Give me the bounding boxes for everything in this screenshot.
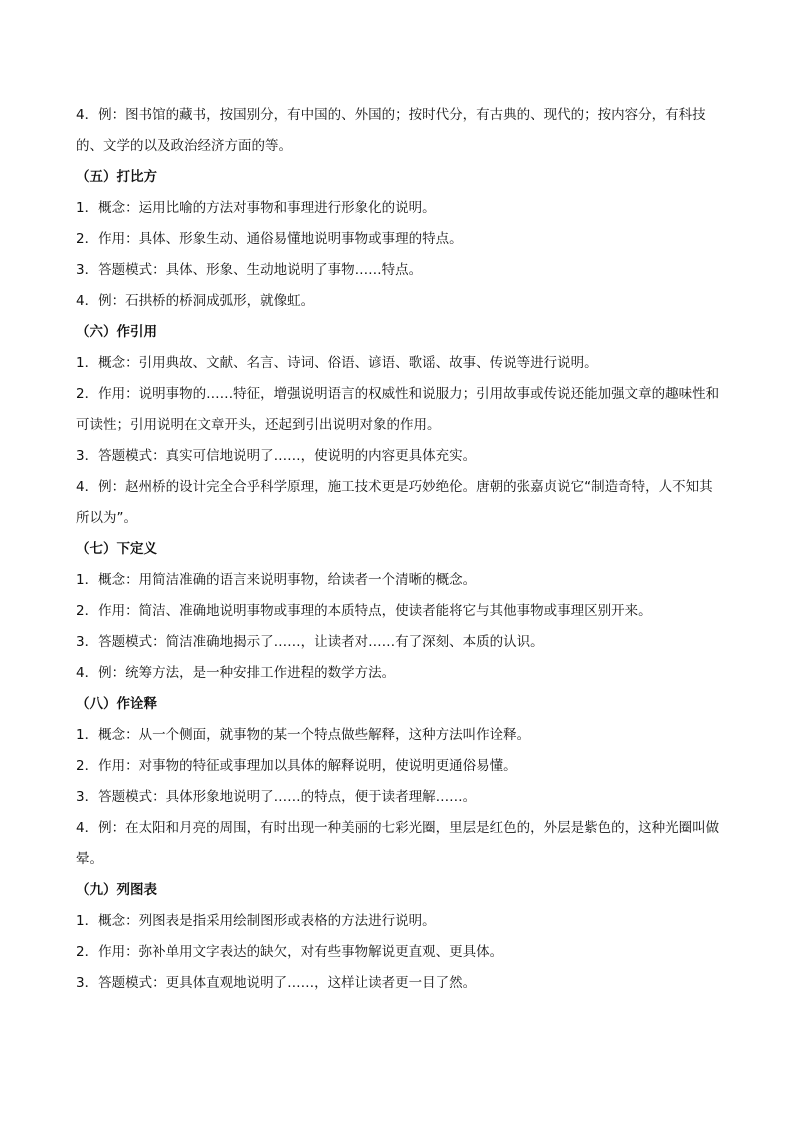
section-heading: （八）作诠释 <box>76 696 157 712</box>
example-item: 4．例：统筹方法，是一种安排工作进程的数学方法。 <box>76 665 396 681</box>
example-item: 4．例：在太阳和月亮的周围，有时出现一种美丽的七彩光圈，里层是红色的，外层是紫色的，这种光圈叫做晕。 <box>76 820 720 867</box>
answer-pattern-item: 3．答题模式：简洁准确地揭示了……，让读者对……有了深刻、本质的认识。 <box>76 634 544 650</box>
section-heading: （五）打比方 <box>76 169 157 185</box>
answer-pattern-item: 3．答题模式：具体形象地说明了……的特点，便于读者理解……。 <box>76 789 477 805</box>
section-heading: （九）列图表 <box>76 882 157 898</box>
section-heading: （七）下定义 <box>76 541 157 557</box>
concept-item: 1．概念：用简洁准确的语言来说明事物，给读者一个清晰的概念。 <box>76 572 477 588</box>
concept-item: 1．概念：运用比喻的方法对事物和事理进行形象化的说明。 <box>76 200 436 216</box>
function-item: 2．作用：说明事物的……特征，增强说明语言的权威性和说服力；引用故事或传说还能加强文章的趣味性和可读性；引用说明在文章开头，还起到引出说明对象的作用。 <box>76 386 720 433</box>
answer-pattern-item: 3．答题模式：具体、形象、生动地说明了事物……特点。 <box>76 262 423 278</box>
example-item: 4．例：石拱桥的桥洞成弧形，就像虹。 <box>76 293 315 309</box>
section-heading: （六）作引用 <box>76 324 157 340</box>
concept-item: 1．概念：列图表是指采用绘制图形或表格的方法进行说明。 <box>76 913 436 929</box>
function-item: 2．作用：具体、形象生动、通俗易懂地说明事物或事理的特点。 <box>76 231 463 247</box>
function-item: 2．作用：弥补单用文字表达的缺欠，对有些事物解说更直观、更具体。 <box>76 944 504 960</box>
document-body <box>76 100 726 999</box>
function-item: 2．作用：对事物的特征或事理加以具体的解释说明，使说明更通俗易懂。 <box>76 758 517 774</box>
answer-pattern-item: 3．答题模式：真实可信地说明了……，使说明的内容更具体充实。 <box>76 448 477 464</box>
function-item: 2．作用：简洁、准确地说明事物或事理的本质特点，使读者能将它与其他事物或事理区别开来。 <box>76 603 652 619</box>
concept-item: 1．概念：引用典故、文献、名言、诗词、俗语、谚语、歌谣、故事、传说等进行说明。 <box>76 355 598 371</box>
example-item: 4．例：图书馆的藏书，按国别分，有中国的、外国的；按时代分，有古典的、现代的；按内容分，有科技的、文学的以及政治经济方面的等。 <box>76 107 706 154</box>
example-item: 4．例：赵州桥的设计完全合乎科学原理，施工技术更是巧妙绝伦。唐朝的张嘉贞说它“制造奇特，人不知其所以为”。 <box>76 479 713 526</box>
concept-item: 1．概念：从一个侧面，就事物的某一个特点做些解释，这种方法叫作诠释。 <box>76 727 531 743</box>
answer-pattern-item: 3．答题模式：更具体直观地说明了……，这样让读者更一目了然。 <box>76 975 477 991</box>
